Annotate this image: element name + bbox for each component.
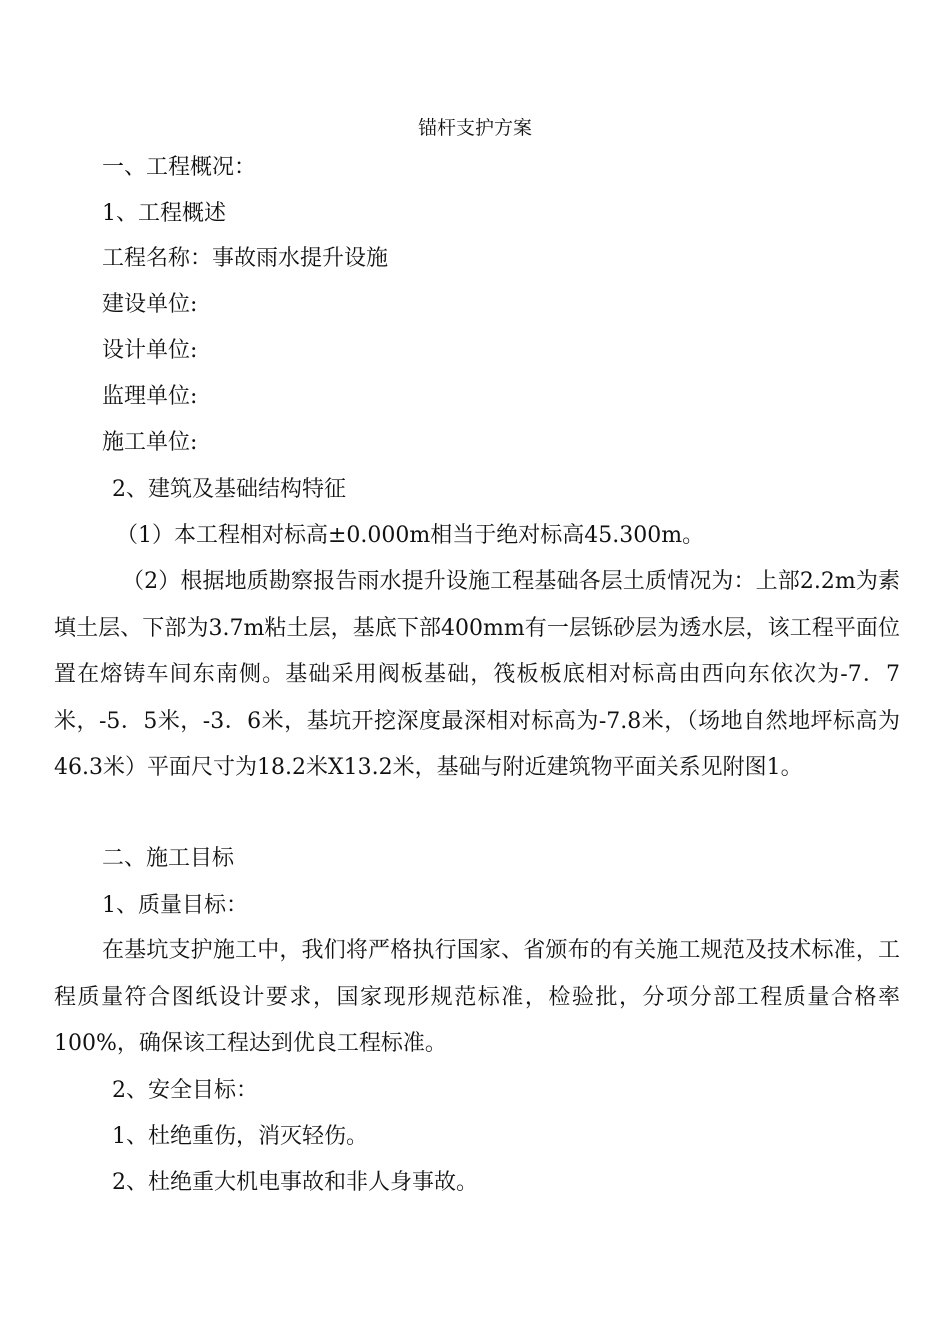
safety-goal-item-1: 1、杜绝重伤，消灭轻伤。	[112, 1124, 368, 1149]
safety-goal-heading: 2、安全目标：	[112, 1078, 258, 1103]
quality-goal-heading: 1、质量目标：	[102, 893, 248, 918]
subsection-heading-summary: 1、工程概述	[102, 201, 226, 226]
section-heading-goals: 二、施工目标	[102, 846, 235, 871]
quality-goal-paragraph: 在基坑支护施工中，我们将严格执行国家、省颁布的有关施工规范及技术标准，工程质量符合图纸设计要求，国家现形规范标准，检验批，分项分部工程质量合格率100%，确保该工程达到优良工程标准。	[54, 938, 900, 1056]
builder-line: 建设单位:	[102, 292, 198, 317]
subsection-heading-structure: 2、建筑及基础结构特征	[112, 477, 346, 502]
document-title: 锚杆支护方案	[417, 117, 532, 139]
project-name-line: 工程名称：事故雨水提升设施	[102, 246, 389, 271]
structure-item-1: （1）本工程相对标高±0.000m相当于绝对标高45.300m。	[116, 523, 705, 548]
supervisor-line: 监理单位:	[102, 384, 198, 409]
section-heading-overview: 一、工程概况：	[102, 155, 257, 180]
structure-item-2-paragraph: （2）根据地质勘察报告雨水提升设施工程基础各层土质情况为：上部2.2m为素填土层、下部为3.7m粘土层，基底下部400mm有一层铄砂层为透水层，该工程平面位置在熔铸车间东南侧。基础采用阀板基础，筏板板底相对标高由西向东依次为-7．7米，-5．5米，-3．6米，基坑开挖深度最深相对标高为-7.8米，（场地自然地坪标高为46.3米）平面尺寸为18.2米X13.2米，基础与附近建筑物平面关系见附图1。	[54, 569, 900, 780]
constructor-line: 施工单位:	[102, 430, 198, 455]
safety-goal-item-2: 2、杜绝重大机电事故和非人身事故。	[112, 1170, 478, 1195]
designer-line: 设计单位:	[102, 338, 198, 363]
